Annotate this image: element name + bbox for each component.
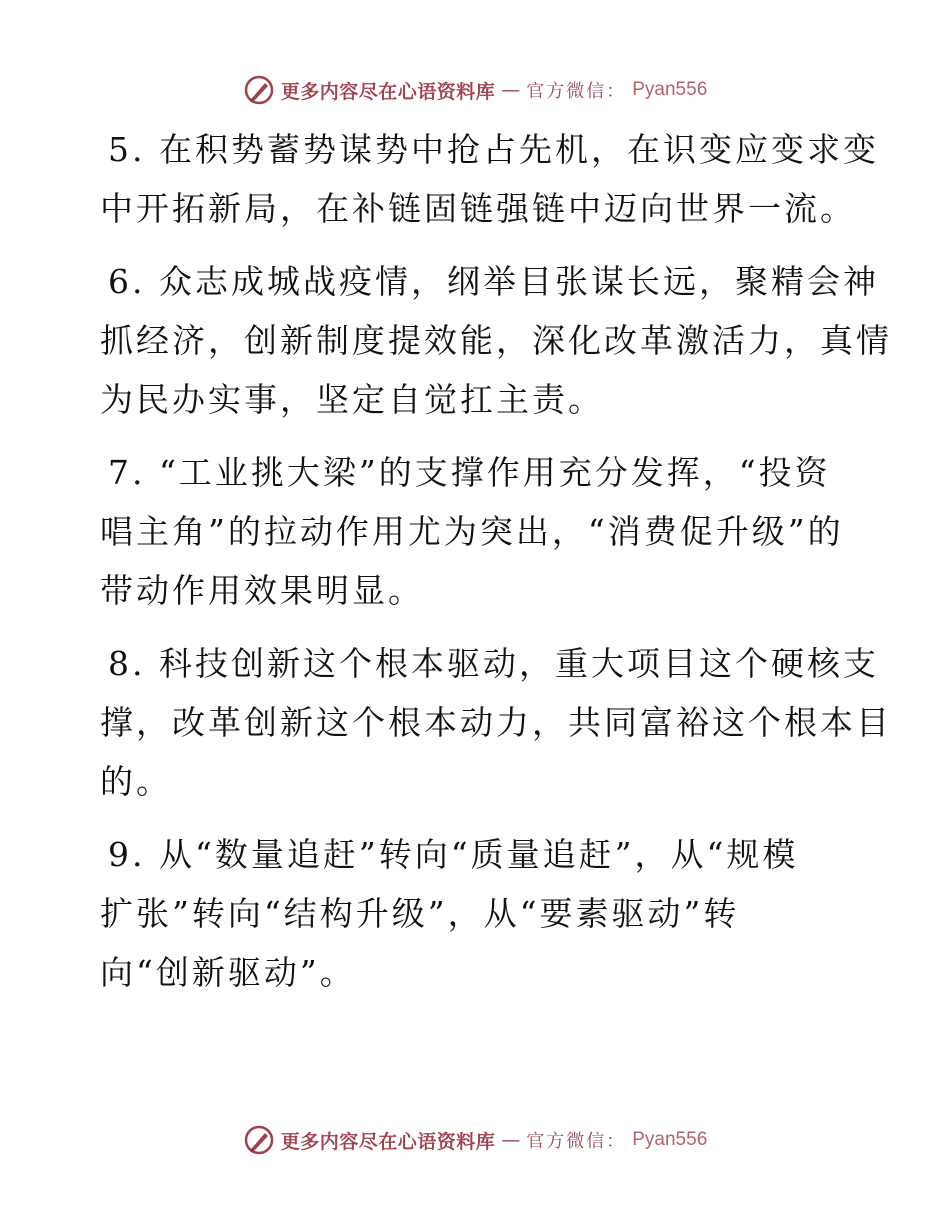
paragraph-line: 的。	[100, 762, 172, 801]
paragraph-line: 8. 科技创新这个根本驱动，重大项目这个硬核支	[108, 644, 879, 683]
watermark-brand: 更多内容尽在心语资料库	[280, 80, 496, 103]
paragraph-7	[100, 443, 850, 620]
watermark-dash: —	[501, 1129, 521, 1151]
header-watermark	[0, 70, 950, 110]
document-body	[100, 120, 892, 1016]
pen-logo-icon	[243, 74, 275, 106]
paragraph-line: 9. 从“数量追赶”转向“质量追赶”，从“规模	[108, 835, 799, 874]
paragraph-line: 向“创新驱动”。	[100, 953, 356, 992]
paragraph-8	[100, 634, 892, 811]
watermark-id: Pyan556	[632, 79, 708, 100]
paragraph-9	[100, 825, 850, 1002]
paragraph-line: 撑，改革创新这个根本动力，共同富裕这个根本目	[100, 703, 892, 742]
paragraph-line: 为民办实事，坚定自觉扛主责。	[100, 380, 604, 419]
paragraph-line: 中开拓新局，在补链固链强链中迈向世界一流。	[100, 189, 856, 228]
paragraph-line: 5. 在积势蓄势谋势中抢占先机，在识变应变求变	[108, 130, 879, 169]
paragraph-6	[100, 252, 892, 429]
footer-watermark	[0, 1120, 950, 1160]
watermark-brand: 更多内容尽在心语资料库	[280, 1130, 496, 1153]
watermark-dash: —	[501, 79, 521, 101]
watermark-label: 官方微信：	[526, 81, 627, 102]
paragraph-line: 抓经济，创新制度提效能，深化改革激活力，真情	[100, 321, 892, 360]
paragraph-line: 扩张”转向“结构升级”，从“要素驱动”转	[100, 894, 740, 933]
paragraph-line: 唱主角”的拉动作用尤为突出，“消费促升级”的	[100, 512, 844, 551]
paragraph-5	[100, 120, 879, 238]
paragraph-line: 带动作用效果明显。	[100, 571, 424, 610]
watermark-id: Pyan556	[632, 1129, 708, 1150]
paragraph-line: 6. 众志成城战疫情，纲举目张谋长远，聚精会神	[108, 262, 879, 301]
paragraph-line: 7. “工业挑大梁”的支撑作用充分发挥，“投资	[108, 453, 831, 492]
watermark-label: 官方微信：	[526, 1131, 627, 1152]
pen-logo-icon	[243, 1124, 275, 1156]
